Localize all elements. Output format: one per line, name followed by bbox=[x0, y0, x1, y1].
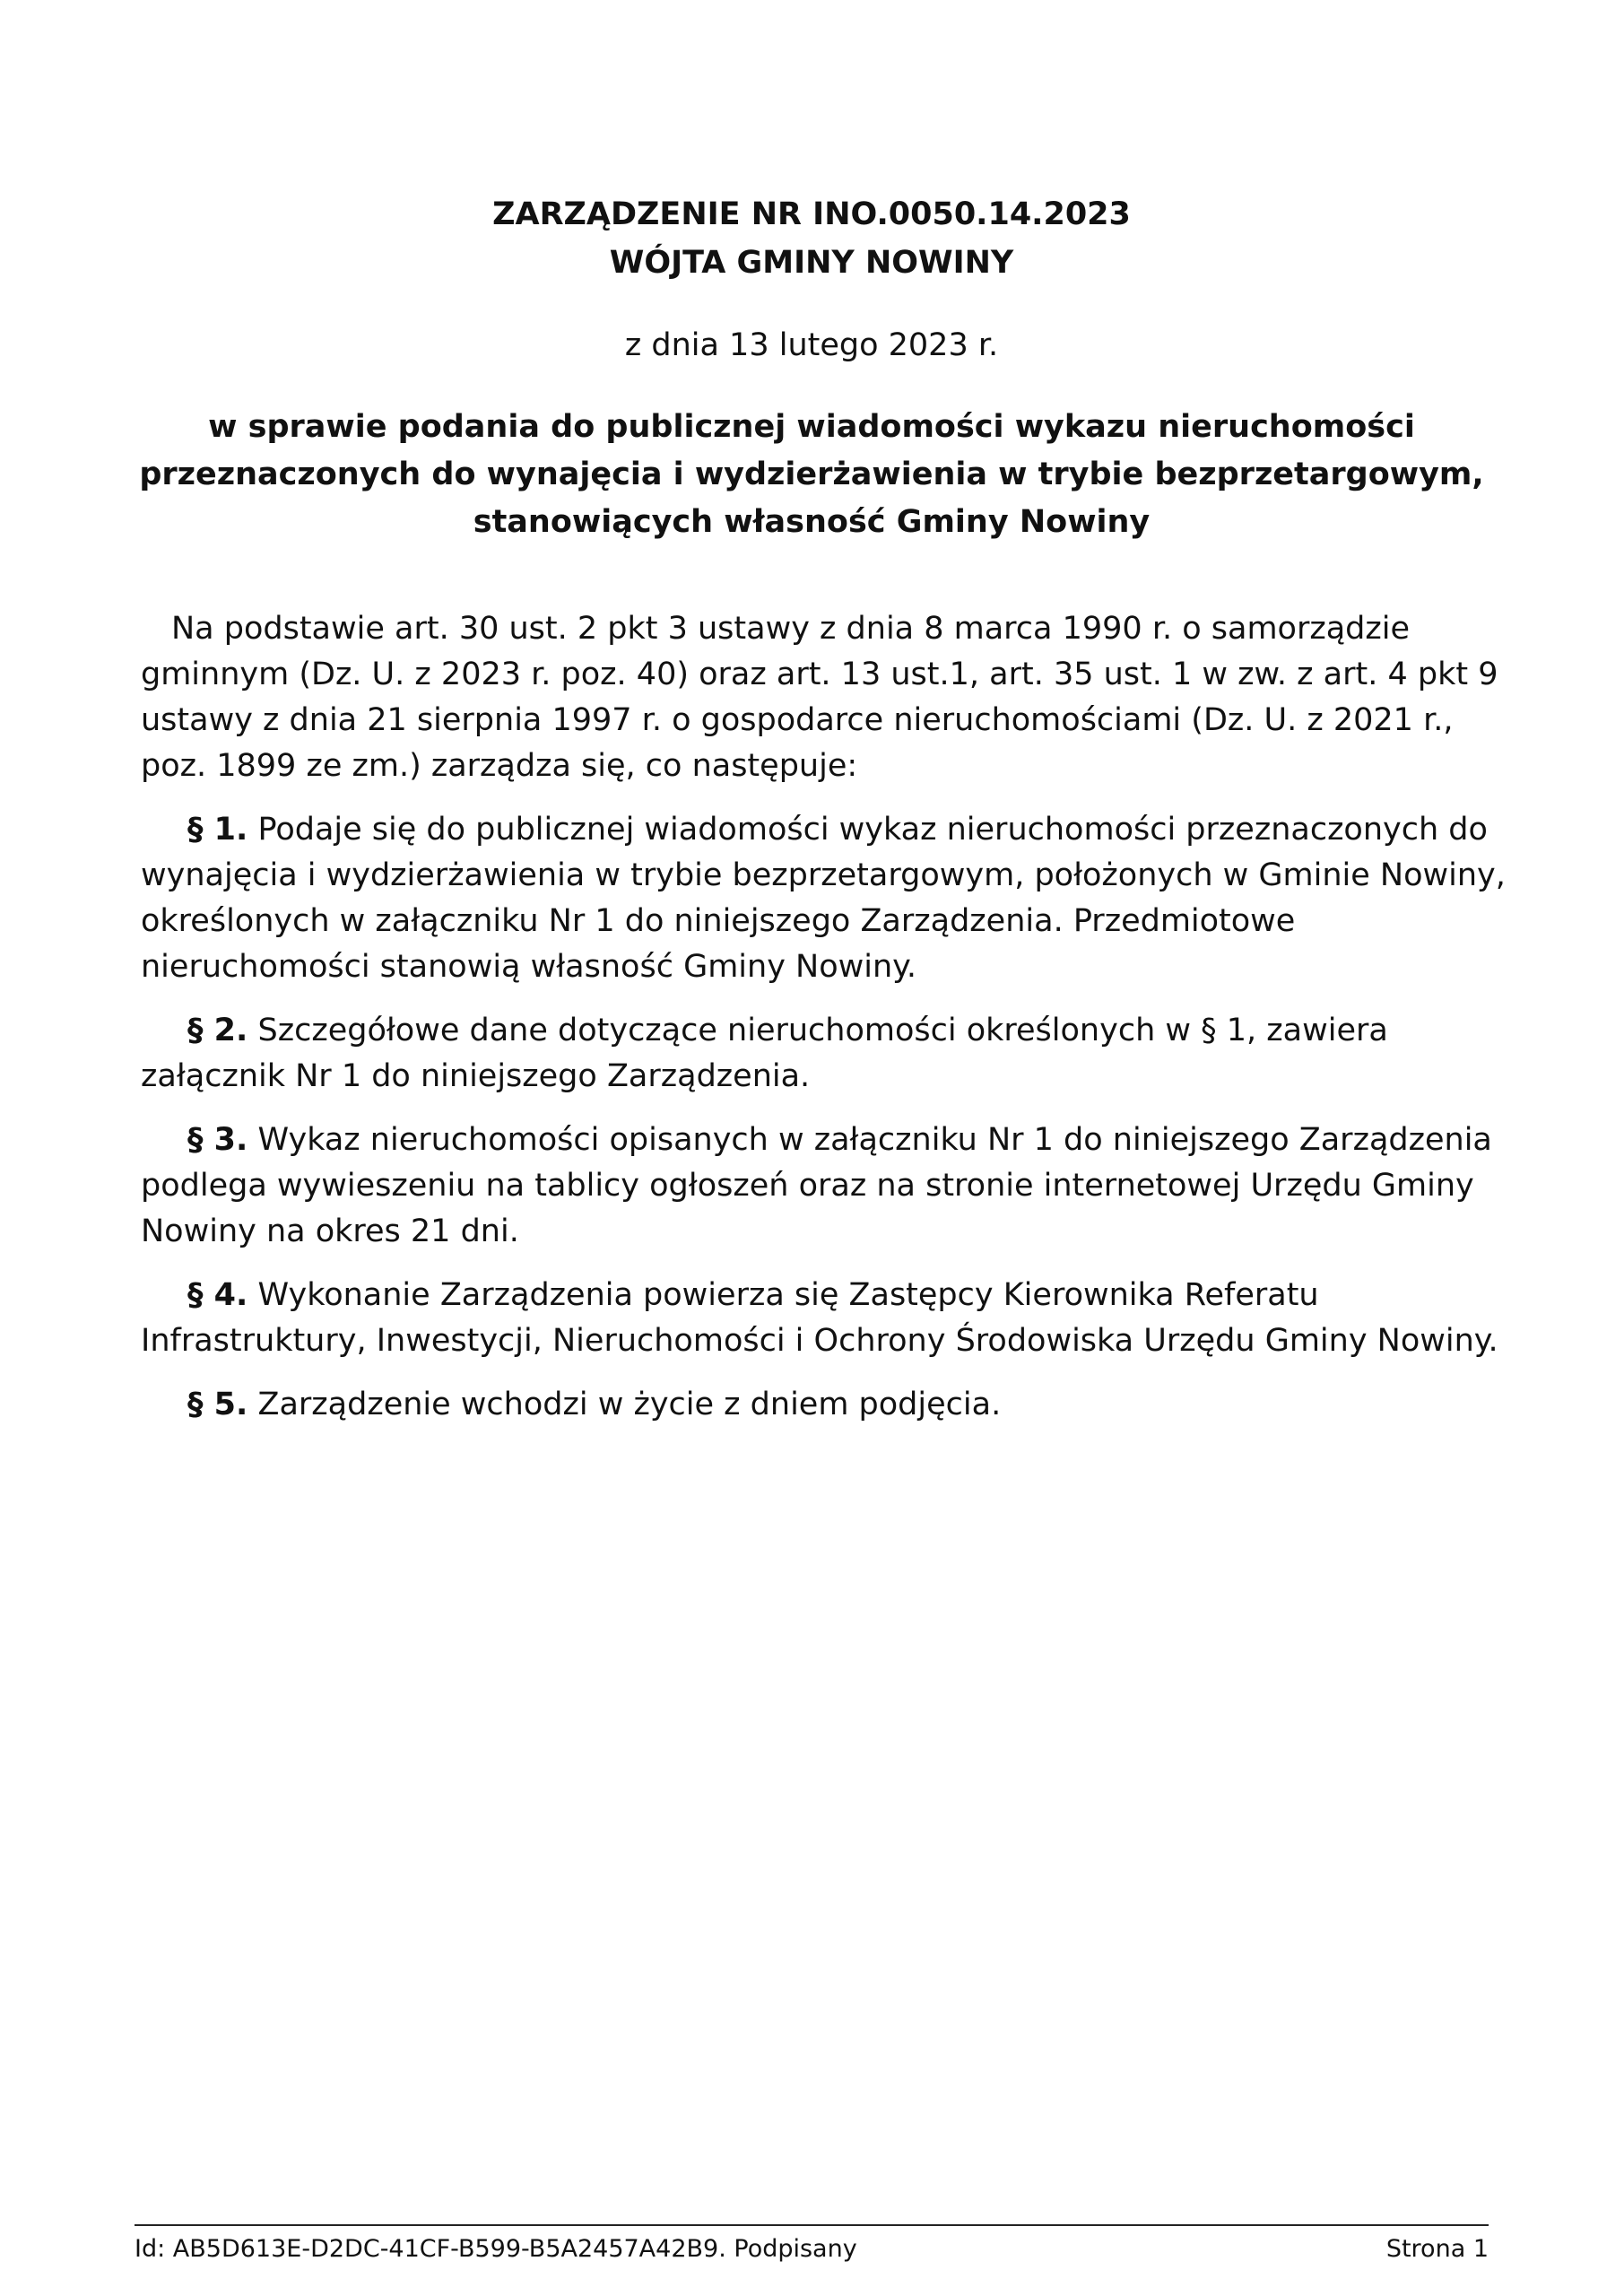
document-subject: w sprawie podania do publicznej wiadomości wykazu nieruchomości przeznaczonych do wynajęcia i wydzierżawienia w trybie bezprzetargowym, stanowiących własność Gminy Nowiny bbox=[139, 409, 1484, 540]
legal-basis-intro: Na podstawie art. 30 ust. 2 pkt 3 ustawy z dnia 8 marca 1990 r. o samorządzie gminnym (Dz. U. z 2023 r. poz. 40) oraz art. 13 ust.1, art. 35 ust. 1 w zw. z art. 4 pkt 9 ustawy z dnia 21 sierpnia 1997 r. o gospodarce nieruchomościami (Dz. U. z 2021 r., poz. 1899 ze zm.) zarządza się, co następuje: bbox=[141, 611, 1498, 784]
paragraph-2 bbox=[141, 1008, 1513, 1100]
document-title-line-1: ZARZĄDZENIE NR INO.0050.14.2023 bbox=[492, 196, 1131, 232]
document-id-text: Id: AB5D613E-D2DC-41CF-B599-B5A2457A42B9. Podpisany bbox=[135, 2235, 857, 2263]
document-date: z dnia 13 lutego 2023 r. bbox=[624, 327, 999, 363]
paragraph-1-number: § 1. bbox=[187, 812, 248, 848]
paragraph-5-number: § 5. bbox=[187, 1387, 248, 1422]
document-title-line-2: WÓJTA GMINY NOWINY bbox=[609, 245, 1014, 281]
paragraph-5-text: Zarządzenie wchodzi w życie z dniem podjęcia. bbox=[257, 1387, 1002, 1422]
page-number-label: Strona 1 bbox=[1385, 2235, 1489, 2263]
paragraph-4 bbox=[141, 1273, 1513, 1364]
document-body bbox=[141, 606, 1513, 1446]
paragraph-4-number: § 4. bbox=[187, 1277, 248, 1313]
paragraph-1 bbox=[141, 807, 1513, 990]
paragraph-3-text: Wykaz nieruchomości opisanych w załączniku Nr 1 do niniejszego Zarządzenia podlega wywieszeniu na tablicy ogłoszeń oraz na stronie internetowej Urzędu Gminy Nowiny na okres 21 dni. bbox=[141, 1122, 1492, 1249]
paragraph-2-text: Szczegółowe dane dotyczące nieruchomości określonych w § 1, zawiera załącznik Nr 1 do niniejszego Zarządzenia. bbox=[141, 1013, 1388, 1094]
paragraph-2-number: § 2. bbox=[187, 1013, 248, 1048]
paragraph-3 bbox=[141, 1118, 1513, 1255]
paragraph-3-number: § 3. bbox=[187, 1122, 248, 1158]
paragraph-1-text: Podaje się do publicznej wiadomości wykaz nieruchomości przeznaczonych do wynajęcia i wydzierżawienia w trybie bezprzetargowym, położonych w Gminie Nowiny, określonych w załączniku Nr 1 do niniejszego Zarządzenia. Przedmiotowe nieruchomości stanowią własność Gminy Nowiny. bbox=[141, 812, 1506, 985]
document-header bbox=[135, 190, 1489, 546]
paragraph-5 bbox=[141, 1382, 1513, 1428]
paragraph-4-text: Wykonanie Zarządzenia powierza się Zastępcy Kierownika Referatu Infrastruktury, Inwestycji, Nieruchomości i Ochrony Środowiska Urzędu Gminy Nowiny. bbox=[141, 1277, 1498, 1359]
page-footer bbox=[135, 2224, 1489, 2266]
